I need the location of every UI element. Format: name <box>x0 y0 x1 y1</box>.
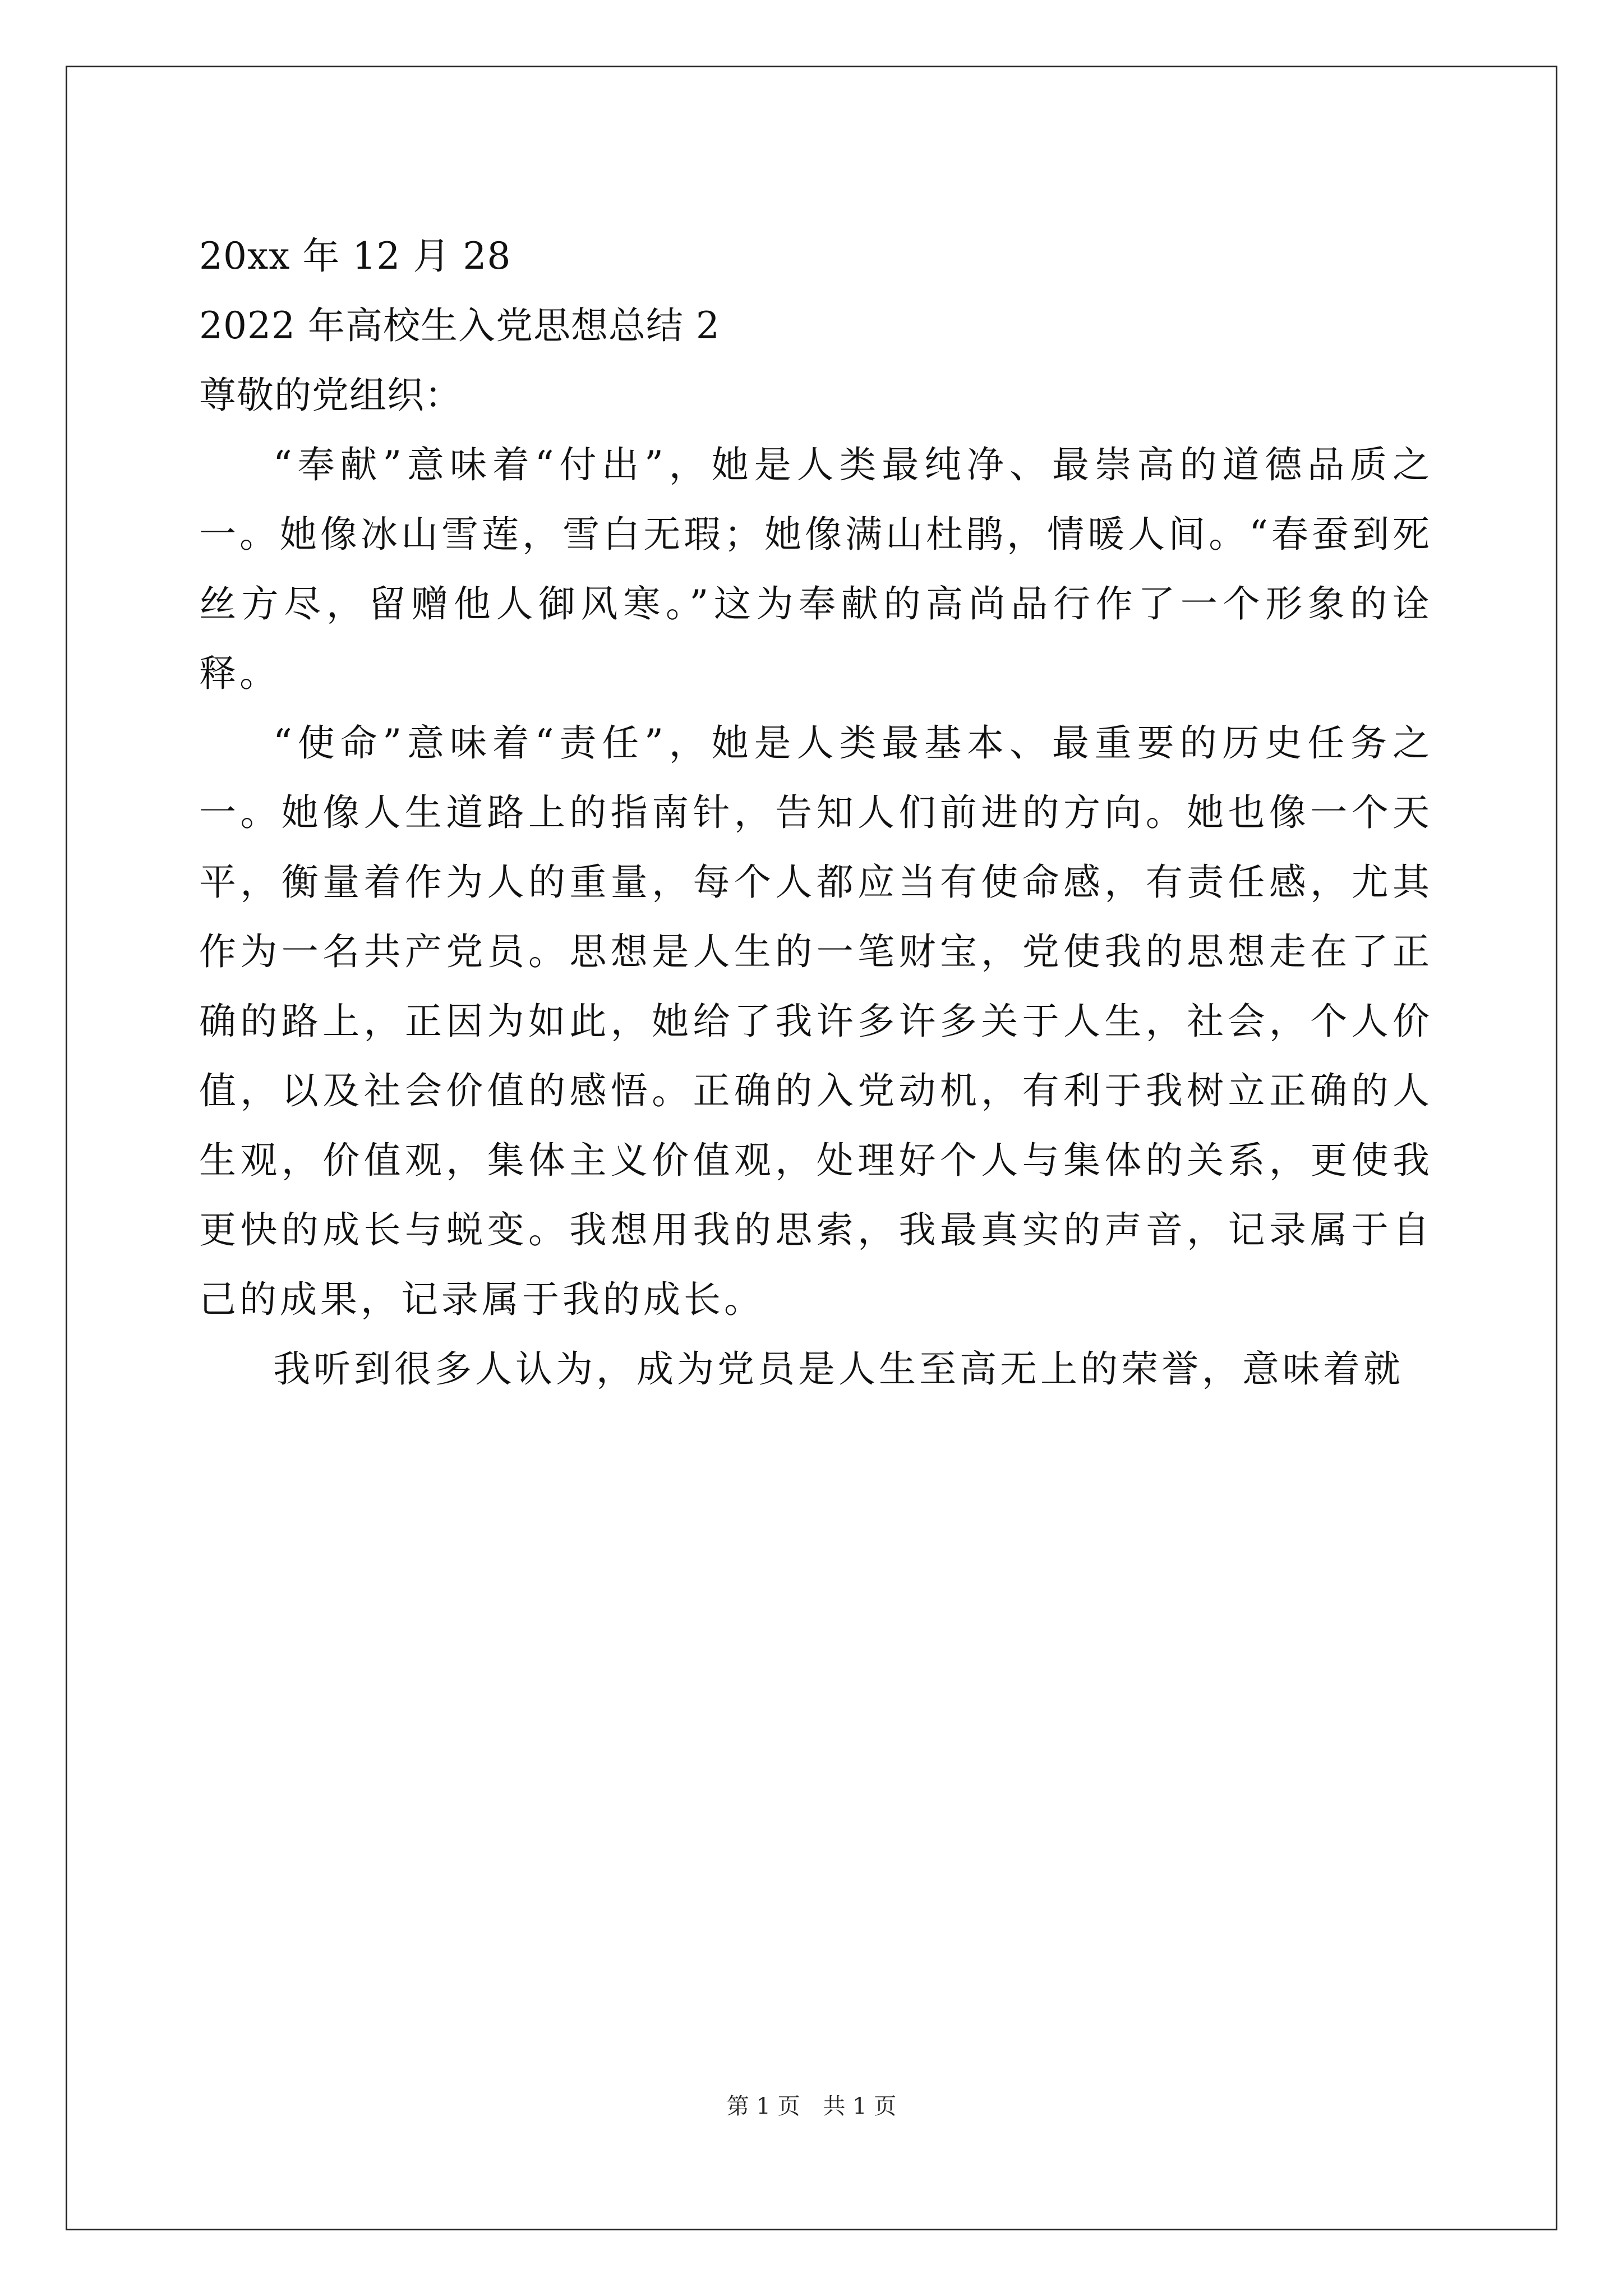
page-number: 第 1 页 <box>726 2093 800 2119</box>
salutation: 尊敬的党组织： <box>199 374 462 417</box>
paragraph: 我听到很多人认为，成为党员是人生至高无上的荣誉，意味着就 <box>273 1347 1404 1391</box>
date-line: 20xx 年 12 月 28 <box>199 234 511 278</box>
document-title: 2022 年高校生入党思想总结 2 <box>199 304 720 347</box>
page-total: 共 1 页 <box>823 2093 897 2119</box>
page-footer <box>0 2092 1623 2120</box>
paragraph: “使命”意味着“责任”，她是人类最基本、最重要的历史任务之一。她像人生道路上的指南针，告知人们前进的方向。她也像一个天平，衡量着作为人的重量，每个人都应当有使命感，有责任感，尤其作为一名共产党员。思想是人生的一笔财宝，党使我的思想走在了正确的路上，正因为如此，她给了我许多许多关于人生，社会，个人价值，以及社会价值的感悟。正确的入党动机，有利于我树立正确的人生观，价值观，集体主义价值观，处理好个人与集体的关系，更使我更快的成长与蜕变。我想用我的思索，我最真实的声音，记录属于自己的成果，记录属于我的成长。 <box>199 721 1433 1321</box>
paragraphs <box>199 430 1433 1404</box>
document-body <box>199 222 1433 1404</box>
paragraph: “奉献”意味着“付出”，她是人类最纯净、最崇高的道德品质之一。她像冰山雪莲，雪白无瑕；她像满山杜鹃，情暖人间。“春蚕到死丝方尽，留赠他人御风寒。”这为奉献的高尚品行作了一个形象的诠释。 <box>199 443 1433 695</box>
